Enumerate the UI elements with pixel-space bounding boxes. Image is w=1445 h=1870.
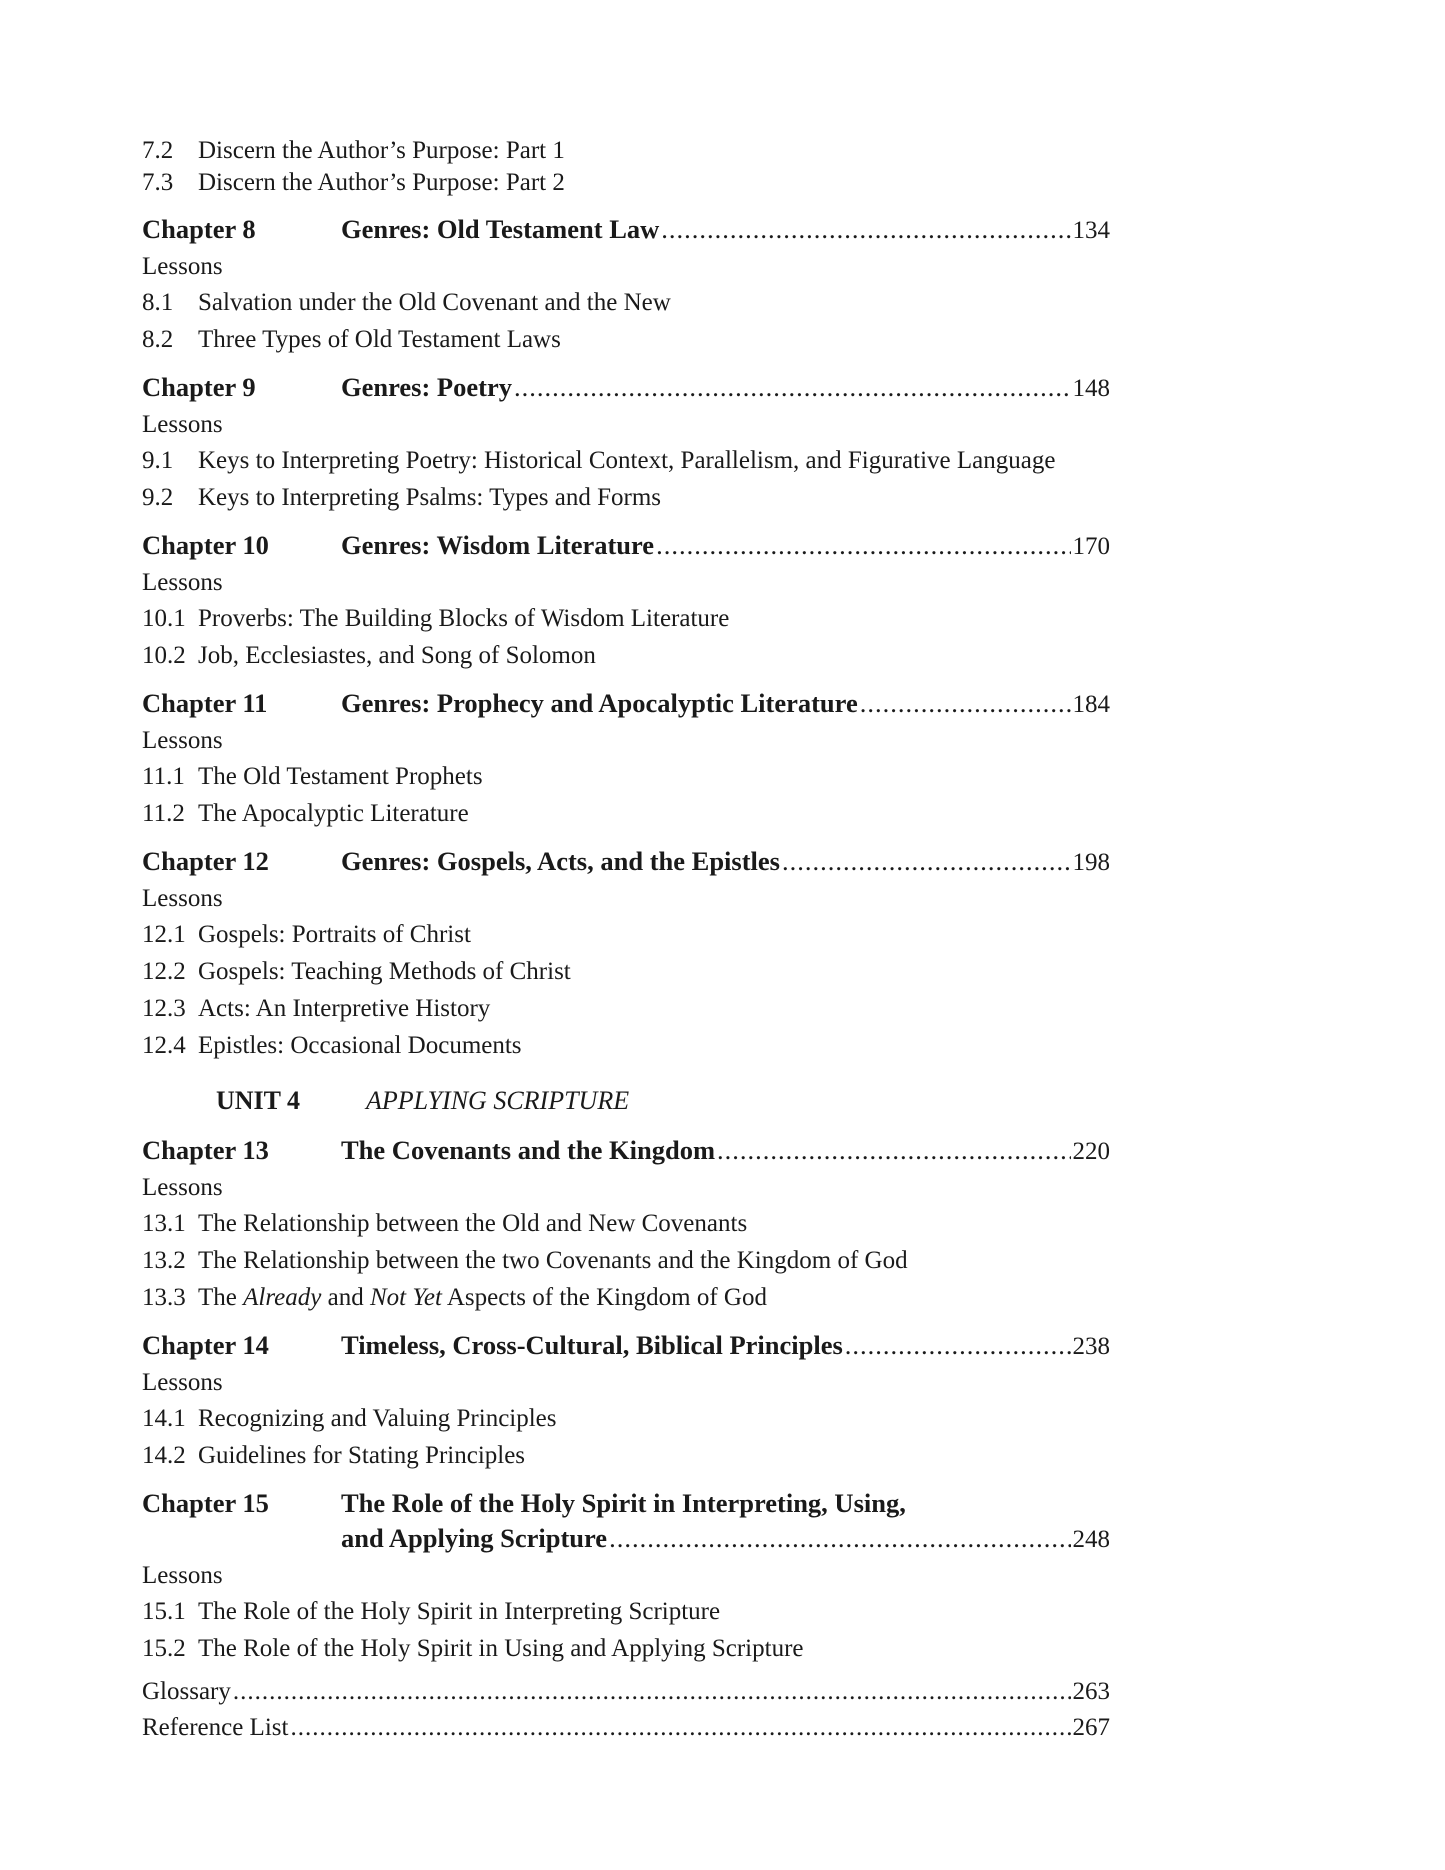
lesson-title: Guidelines for Stating Principles: [198, 1442, 526, 1469]
lesson-title: The Relationship between the two Covenants and the Kingdom of God: [198, 1247, 908, 1274]
dot-leader: [717, 1134, 1070, 1166]
lesson-title: The Already and Not Yet Aspects of the Kingdom of God: [198, 1284, 767, 1311]
lesson-item[interactable]: [142, 1246, 908, 1276]
page-number: 238: [1072, 1333, 1110, 1360]
page-number: 267: [1072, 1714, 1110, 1741]
lesson-item[interactable]: [142, 483, 661, 513]
page-number: 134: [1072, 217, 1110, 244]
lesson-item[interactable]: [142, 641, 596, 671]
chapter-label: Chapter 13: [142, 1135, 269, 1165]
lesson-number: 13.2: [142, 1247, 186, 1274]
chapter-title: Genres: Old Testament Law: [341, 214, 660, 244]
chapter-title: The Covenants and the Kingdom: [341, 1135, 716, 1165]
lesson-title: The Role of the Holy Spirit in Using and Applying Scripture: [198, 1635, 804, 1662]
lessons-label: Lessons: [142, 1369, 223, 1396]
page-number: 220: [1072, 1138, 1110, 1165]
lesson-number: 10.2: [142, 642, 186, 669]
chapter-title-line2: and Applying Scripture: [341, 1523, 608, 1553]
lesson-item[interactable]: [142, 136, 565, 166]
page-number: 198: [1072, 849, 1110, 876]
lesson-item[interactable]: [142, 1283, 767, 1313]
lesson-item[interactable]: [142, 446, 1055, 476]
chapter-label: Chapter 10: [142, 530, 269, 560]
chapter-entry-8[interactable]: [142, 213, 1110, 247]
lesson-title: Gospels: Portraits of Christ: [198, 921, 471, 948]
backmatter-reference-list[interactable]: [142, 1713, 1110, 1743]
dot-leader: [661, 213, 1070, 245]
chapter-title: Genres: Wisdom Literature: [341, 530, 655, 560]
lesson-title: The Role of the Holy Spirit in Interpreting Scripture: [198, 1598, 721, 1625]
chapter-label: Chapter 9: [142, 372, 256, 402]
lesson-number: 10.1: [142, 605, 186, 632]
lesson-title: The Old Testament Prophets: [198, 763, 483, 790]
lesson-number: 9.2: [142, 484, 174, 511]
dot-leader: [290, 1713, 1070, 1743]
lesson-number: 12.2: [142, 958, 186, 985]
lesson-title: Gospels: Teaching Methods of Christ: [198, 958, 571, 985]
lesson-title: Keys to Interpreting Poetry: Historical Context, Parallelism, and Figurative Language: [198, 447, 1056, 474]
lesson-number: 14.2: [142, 1442, 186, 1469]
chapter-label: Chapter 15: [142, 1488, 269, 1518]
lesson-title: Acts: An Interpretive History: [198, 995, 491, 1022]
lessons-label: Lessons: [142, 411, 223, 438]
chapter-entry-10[interactable]: [142, 529, 1110, 563]
lesson-title: The Apocalyptic Literature: [198, 800, 469, 827]
chapter-entry-13[interactable]: [142, 1134, 1110, 1168]
lessons-label: Lessons: [142, 885, 223, 912]
chapter-title: Genres: Gospels, Acts, and the Epistles: [341, 846, 780, 876]
lesson-number: 13.1: [142, 1210, 186, 1237]
lesson-number: 15.2: [142, 1635, 186, 1662]
dot-leader: [609, 1522, 1070, 1554]
lessons-label: Lessons: [142, 727, 223, 754]
backmatter-glossary[interactable]: [142, 1677, 1110, 1707]
page-number: 263: [1072, 1678, 1110, 1705]
lesson-number: 7.2: [142, 137, 174, 164]
lesson-item[interactable]: [142, 1597, 720, 1627]
dot-leader: [656, 529, 1070, 561]
lesson-item[interactable]: [142, 1404, 557, 1434]
lesson-item[interactable]: [142, 325, 561, 355]
chapter-label: Chapter 12: [142, 846, 269, 876]
chapter-entry-9[interactable]: [142, 371, 1110, 405]
chapter-title: Timeless, Cross-Cultural, Biblical Principles: [341, 1330, 843, 1360]
lesson-item[interactable]: [142, 920, 471, 950]
dot-leader: [845, 1329, 1071, 1361]
lesson-item[interactable]: [142, 168, 565, 198]
lesson-title: Recognizing and Valuing Principles: [198, 1405, 557, 1432]
lessons-label: Lessons: [142, 569, 223, 596]
chapter-entry-11[interactable]: [142, 687, 1110, 721]
dot-leader: [782, 845, 1071, 877]
lesson-item[interactable]: [142, 1441, 525, 1471]
lesson-title: Proverbs: The Building Blocks of Wisdom Literature: [198, 605, 730, 632]
lesson-item[interactable]: [142, 1634, 804, 1664]
backmatter-title: Reference List: [142, 1714, 289, 1741]
backmatter-title: Glossary: [142, 1678, 231, 1705]
lesson-item[interactable]: [142, 604, 729, 634]
unit-title: APPLYING SCRIPTURE: [366, 1086, 630, 1115]
lesson-number: 11.2: [142, 800, 185, 827]
chapter-entry-15-line2[interactable]: [142, 1522, 1110, 1556]
lesson-title: Discern the Author’s Purpose: Part 1: [198, 137, 565, 164]
chapter-title: Genres: Prophecy and Apocalyptic Literature: [341, 688, 858, 718]
lesson-item[interactable]: [142, 1031, 522, 1061]
lesson-number: 7.3: [142, 169, 174, 196]
lesson-item[interactable]: [142, 762, 483, 792]
lesson-item[interactable]: [142, 1209, 747, 1239]
page-number: 170: [1072, 533, 1110, 560]
chapter-label: Chapter 11: [142, 688, 268, 718]
lesson-number: 12.3: [142, 995, 186, 1022]
chapter-entry-15-line1[interactable]: [142, 1487, 906, 1519]
chapter-label: Chapter 14: [142, 1330, 269, 1360]
lesson-number: 11.1: [142, 763, 185, 790]
lessons-label: Lessons: [142, 253, 223, 280]
chapter-label: Chapter 8: [142, 214, 256, 244]
lesson-number: 12.4: [142, 1032, 186, 1059]
lesson-title: Discern the Author’s Purpose: Part 2: [198, 169, 565, 196]
chapter-title-line1: The Role of the Holy Spirit in Interpreting, Using,: [341, 1488, 906, 1518]
dot-leader: [514, 371, 1071, 403]
dot-leader: [860, 687, 1071, 719]
lesson-title: Job, Ecclesiastes, and Song of Solomon: [198, 642, 596, 669]
chapter-entry-14[interactable]: [142, 1329, 1110, 1363]
lesson-item[interactable]: [142, 288, 671, 318]
lesson-item[interactable]: [142, 957, 571, 987]
lesson-title: Keys to Interpreting Psalms: Types and Forms: [198, 484, 662, 511]
lesson-number: 13.3: [142, 1284, 186, 1311]
lesson-number: 8.1: [142, 289, 174, 316]
lesson-title: The Relationship between the Old and New Covenants: [198, 1210, 748, 1237]
lesson-number: 15.1: [142, 1598, 186, 1625]
chapter-entry-12[interactable]: [142, 845, 1110, 879]
lessons-label: Lessons: [142, 1174, 223, 1201]
page-number: 248: [1072, 1526, 1110, 1553]
page-number: 148: [1072, 375, 1110, 402]
lesson-title: Salvation under the Old Covenant and the New: [198, 289, 671, 316]
page-number: 184: [1072, 691, 1110, 718]
unit-label: UNIT 4: [216, 1086, 301, 1115]
lessons-label: Lessons: [142, 1562, 223, 1589]
lesson-item[interactable]: [142, 799, 469, 829]
dot-leader: [233, 1677, 1071, 1707]
lesson-number: 14.1: [142, 1405, 186, 1432]
lesson-number: 8.2: [142, 326, 174, 353]
unit-heading: [216, 1085, 629, 1117]
lesson-number: 12.1: [142, 921, 186, 948]
lesson-item[interactable]: [142, 994, 490, 1024]
chapter-title: Genres: Poetry: [341, 372, 512, 402]
lesson-title: Three Types of Old Testament Laws: [198, 326, 561, 353]
lesson-number: 9.1: [142, 447, 174, 474]
lesson-title: Epistles: Occasional Documents: [198, 1032, 522, 1059]
